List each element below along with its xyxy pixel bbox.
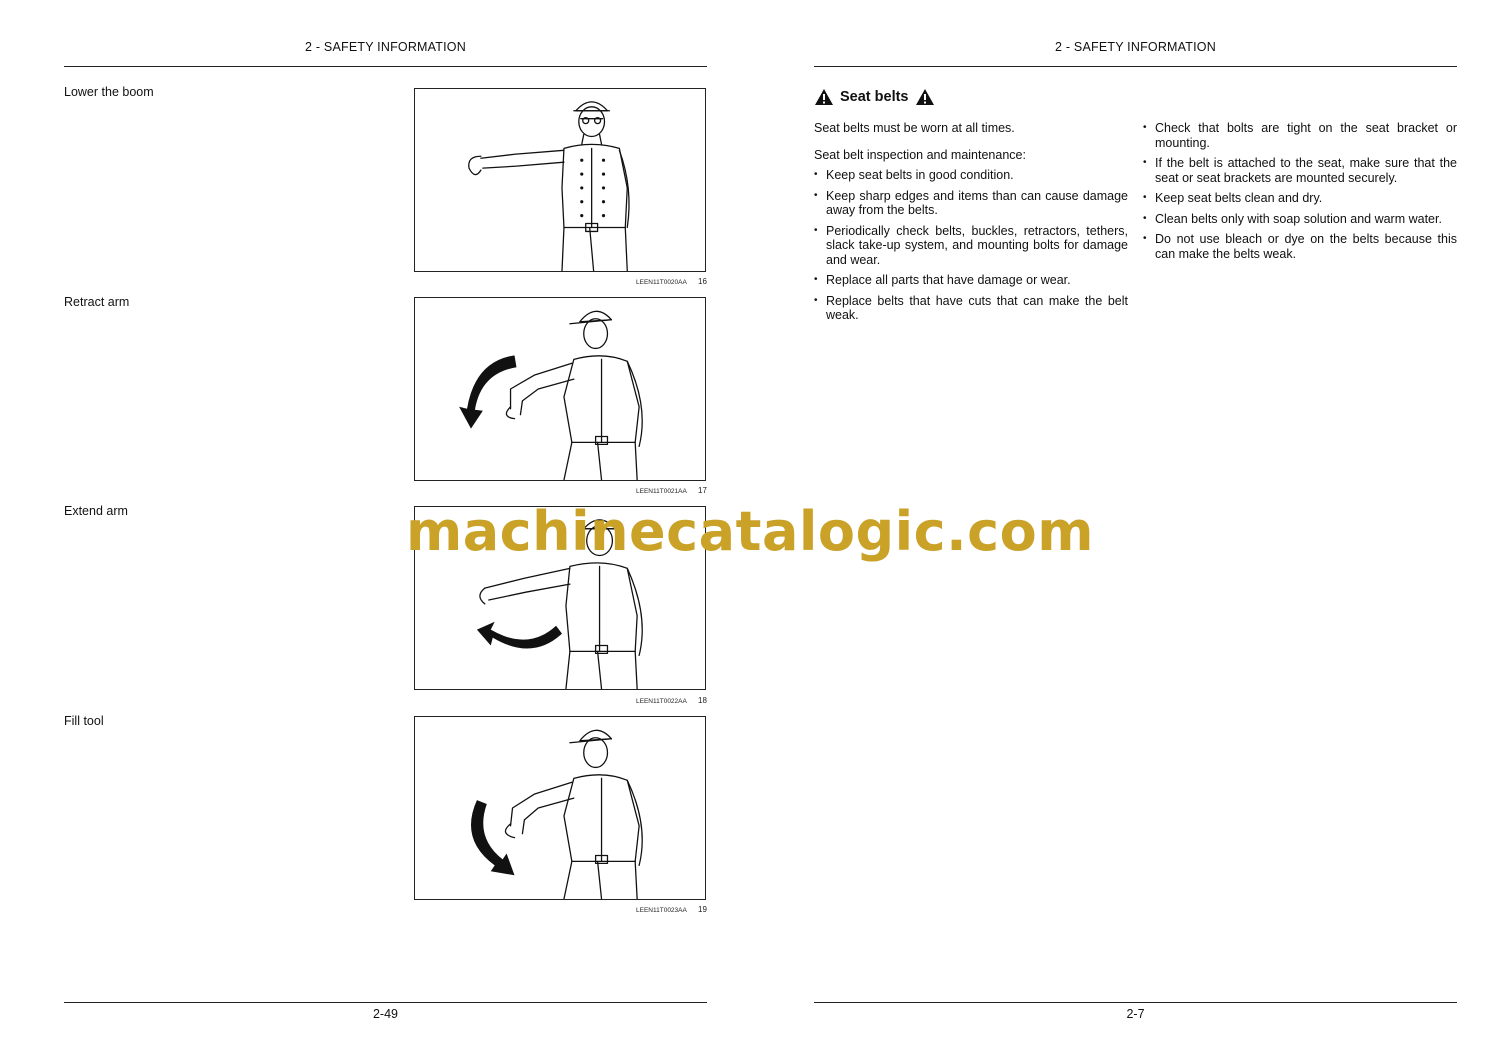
bullet-list-col2 (1143, 121, 1457, 267)
figure-code: LEEN11T0023AA (636, 907, 687, 914)
list-item: • Replace all parts that have damage or wear. (814, 273, 1128, 288)
left-footer-rule (64, 1002, 707, 1003)
figure-label-retract-arm: Retract arm (64, 295, 130, 309)
warning-icon (915, 88, 935, 106)
left-page-header: 2 - SAFETY INFORMATION (305, 40, 466, 54)
subheading-text: Seat belt inspection and maintenance: (814, 148, 1026, 162)
bullet-list-col1 (814, 168, 1128, 329)
hand-signal-illustration (415, 717, 705, 899)
figure-code: LEEN11T0020AA (636, 279, 687, 286)
section-title (814, 88, 935, 106)
right-footer-rule (814, 1002, 1457, 1003)
watermark: machinecatalogic.com (405, 500, 1095, 563)
list-item: • Replace belts that have cuts that can make the belt weak. (814, 294, 1128, 323)
hand-signal-illustration (415, 89, 705, 271)
intro-text: Seat belts must be worn at all times. (814, 121, 1015, 135)
right-page-number: 2-7 (1126, 1007, 1145, 1021)
right-page-header: 2 - SAFETY INFORMATION (1055, 40, 1216, 54)
figure-code: LEEN11T0022AA (636, 698, 687, 705)
list-item: • Periodically check belts, buckles, retractors, tethers, slack take-up system, and mounting bolts for damage and wear. (814, 224, 1128, 268)
figure-number: 17 (698, 486, 707, 495)
figure-number: 16 (698, 277, 707, 286)
list-item: • Check that bolts are tight on the seat bracket or mounting. (1143, 121, 1457, 150)
list-item: • Do not use bleach or dye on the belts because this can make the belts weak. (1143, 232, 1457, 261)
list-item: • Keep sharp edges and items than can cause damage away from the belts. (814, 189, 1128, 218)
list-item: • Keep seat belts in good condition. (814, 168, 1128, 183)
hand-signal-illustration (415, 298, 705, 480)
figure-label-extend-arm: Extend arm (64, 504, 128, 518)
right-header-rule (814, 66, 1457, 67)
figure-label-lower-boom: Lower the boom (64, 85, 154, 99)
left-header-rule (64, 66, 707, 67)
list-item: • Keep seat belts clean and dry. (1143, 191, 1457, 206)
figure-label-fill-tool: Fill tool (64, 714, 104, 728)
figure-lower-boom (414, 88, 706, 272)
figure-fill-tool (414, 716, 706, 900)
figure-number: 19 (698, 905, 707, 914)
warning-icon (814, 88, 834, 106)
figure-number: 18 (698, 696, 707, 705)
section-title-text: Seat belts (840, 89, 909, 105)
figure-code: LEEN11T0021AA (636, 488, 687, 495)
list-item: • If the belt is attached to the seat, make sure that the seat or seat brackets are mounted securely. (1143, 156, 1457, 185)
figure-retract-arm (414, 297, 706, 481)
left-page-number: 2-49 (372, 1007, 399, 1021)
list-item: • Clean belts only with soap solution and warm water. (1143, 212, 1457, 227)
